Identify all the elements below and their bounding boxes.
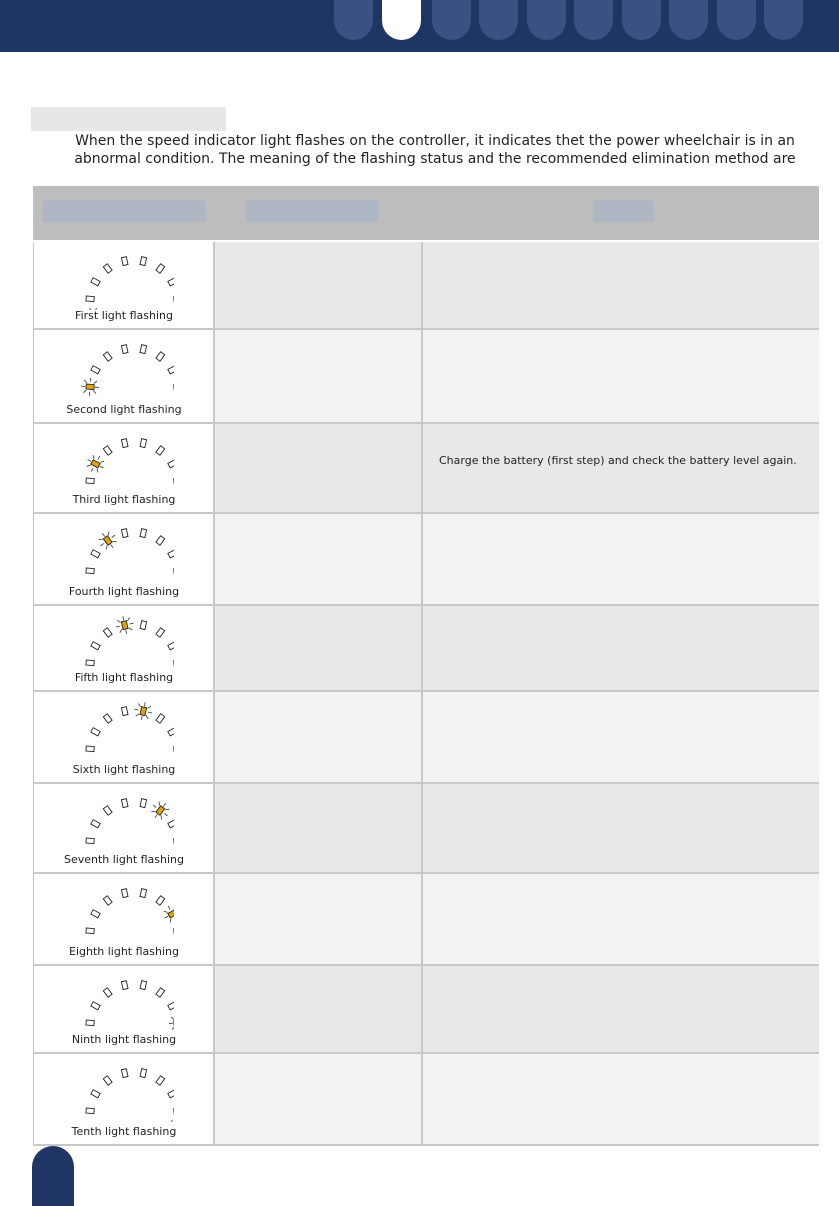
speed-indicator-gauge-icon — [74, 1060, 174, 1122]
indicator-led-icon — [86, 1020, 94, 1026]
indicator-cell — [33, 330, 215, 422]
meaning-cell — [215, 874, 423, 964]
remedy-cell — [423, 1054, 819, 1144]
indicator-led-icon — [103, 988, 112, 997]
indicator-led-icon — [140, 257, 147, 266]
indicator-led-icon — [168, 820, 174, 828]
remedy-cell — [423, 874, 819, 964]
indicator-led-icon — [140, 345, 147, 354]
indicator-led-icon — [168, 1090, 174, 1098]
section-tab-8[interactable] — [669, 0, 708, 40]
indicator-led-icon — [91, 820, 100, 828]
indicator-led-icon — [86, 660, 94, 666]
section-tab-10[interactable] — [764, 0, 803, 40]
indicator-led-icon — [103, 446, 112, 455]
indicator-led-icon — [164, 1117, 174, 1122]
section-tab-4[interactable] — [479, 0, 518, 40]
flash-status-label: Seventh light flashing — [34, 853, 214, 866]
indicator-led-icon — [168, 728, 174, 736]
indicator-led-icon — [83, 452, 107, 476]
indicator-led-icon — [121, 439, 128, 448]
indicator-cell — [33, 784, 215, 872]
section-tab-7[interactable] — [622, 0, 661, 40]
indicator-led-icon — [86, 1108, 94, 1114]
section-tab-1[interactable] — [334, 0, 373, 40]
remedy-cell — [423, 784, 819, 872]
flash-status-label: Tenth light flashing — [34, 1125, 214, 1138]
meaning-cell — [215, 784, 423, 872]
indicator-led-icon — [103, 1076, 112, 1085]
header-col-1 — [43, 200, 205, 222]
indicator-led-icon — [91, 728, 100, 736]
speed-indicator-gauge-icon — [74, 520, 174, 582]
speed-indicator-gauge-icon — [74, 790, 174, 852]
indicator-led-icon — [156, 446, 165, 455]
indicator-led-icon — [168, 1013, 174, 1032]
speed-indicator-gauge-icon — [74, 612, 174, 674]
flash-status-label: Sixth light flashing — [34, 763, 214, 776]
section-tab-5[interactable] — [527, 0, 566, 40]
flash-status-label: Third light flashing — [34, 493, 214, 506]
indicator-led-icon — [140, 981, 147, 990]
indicator-cell — [33, 1054, 215, 1144]
indicator-cell — [33, 514, 215, 604]
table-body — [33, 242, 819, 1146]
indicator-led-icon — [140, 439, 147, 448]
indicator-led-icon — [160, 902, 174, 926]
remedy-cell — [423, 330, 819, 422]
flash-status-label: Fifth light flashing — [34, 671, 214, 684]
table-row — [33, 514, 819, 606]
indicator-led-icon — [156, 988, 165, 997]
section-tab-2-active[interactable] — [382, 0, 421, 40]
indicator-led-icon — [103, 714, 112, 723]
remedy-cell — [423, 242, 819, 328]
indicator-led-icon — [121, 889, 128, 898]
meaning-cell — [215, 424, 423, 512]
indicator-led-icon — [121, 1069, 128, 1078]
remedy-cell — [423, 514, 819, 604]
indicator-led-icon — [156, 536, 165, 545]
table-row — [33, 330, 819, 424]
table-row — [33, 606, 819, 692]
speed-indicator-gauge-icon — [74, 698, 174, 760]
remedy-cell — [423, 966, 819, 1052]
section-heading-placeholder — [31, 107, 226, 131]
indicator-led-icon — [91, 550, 100, 558]
indicator-led-icon — [168, 550, 174, 558]
remedy-cell — [423, 424, 819, 512]
indicator-led-icon — [103, 352, 112, 361]
indicator-led-icon — [140, 799, 147, 808]
page-number-tab — [32, 1146, 74, 1206]
indicator-led-icon — [91, 366, 100, 374]
indicator-led-icon — [86, 568, 94, 574]
indicator-led-icon — [103, 264, 112, 273]
intro-line-1: When the speed indicator light flashes on the controller, it indicates thet the power wheelchair is in an — [40, 132, 830, 150]
indicator-led-icon — [121, 981, 128, 990]
indicator-cell — [33, 966, 215, 1052]
indicator-led-icon — [86, 746, 94, 752]
indicator-led-icon — [103, 806, 112, 815]
indicator-led-icon — [156, 896, 165, 905]
indicator-led-icon — [86, 838, 94, 844]
meaning-cell — [215, 1054, 423, 1144]
indicator-led-icon — [86, 296, 94, 302]
speed-indicator-gauge-icon — [74, 430, 174, 492]
indicator-led-icon — [95, 528, 120, 553]
indicator-led-icon — [140, 529, 147, 538]
fault-table — [33, 186, 819, 1146]
header-col-3 — [593, 200, 653, 222]
indicator-led-icon — [148, 798, 173, 823]
indicator-led-icon — [86, 478, 94, 484]
meaning-cell — [215, 330, 423, 422]
indicator-led-icon — [156, 352, 165, 361]
meaning-cell — [215, 692, 423, 782]
indicator-led-icon — [80, 377, 99, 396]
indicator-led-icon — [140, 1069, 147, 1078]
indicator-led-icon — [121, 707, 128, 716]
speed-indicator-gauge-icon — [74, 972, 174, 1034]
indicator-led-icon — [168, 366, 174, 374]
indicator-led-icon — [168, 460, 174, 468]
section-tab-6[interactable] — [574, 0, 613, 40]
indicator-led-icon — [168, 642, 174, 650]
intro-text — [40, 132, 830, 168]
indicator-led-icon — [156, 264, 165, 273]
flash-status-label: First light flashing — [34, 309, 214, 322]
intro-line-2: abnormal condition. The meaning of the flashing status and the recommended elimination method are — [40, 150, 830, 168]
indicator-led-icon — [103, 896, 112, 905]
indicator-led-icon — [114, 614, 135, 635]
indicator-led-icon — [168, 1002, 174, 1010]
section-tab-3[interactable] — [432, 0, 471, 40]
indicator-led-icon — [121, 529, 128, 538]
speed-indicator-gauge-icon — [74, 336, 174, 398]
speed-indicator-gauge-icon — [74, 248, 174, 310]
table-header — [33, 186, 819, 242]
flash-status-label: Second light flashing — [34, 403, 214, 416]
indicator-led-icon — [91, 1090, 100, 1098]
indicator-led-icon — [156, 628, 165, 637]
indicator-cell — [33, 692, 215, 782]
table-row — [33, 784, 819, 874]
indicator-led-icon — [121, 345, 128, 354]
flash-status-label: Fourth light flashing — [34, 585, 214, 598]
indicator-led-icon — [121, 799, 128, 808]
indicator-led-icon — [91, 1002, 100, 1010]
header-col-2 — [245, 200, 379, 222]
table-row — [33, 966, 819, 1054]
indicator-led-icon — [168, 278, 174, 286]
remedy-text: Charge the battery (first step) and check the battery level again. — [439, 454, 797, 467]
indicator-led-icon — [156, 714, 165, 723]
indicator-led-icon — [156, 1076, 165, 1085]
indicator-led-icon — [91, 278, 100, 286]
indicator-led-icon — [140, 621, 147, 630]
remedy-cell — [423, 606, 819, 690]
indicator-led-icon — [121, 257, 128, 266]
header-bar — [0, 0, 839, 52]
meaning-cell — [215, 966, 423, 1052]
table-row — [33, 424, 819, 514]
indicator-led-icon — [91, 642, 100, 650]
indicator-led-icon — [140, 889, 147, 898]
indicator-led-icon — [86, 928, 94, 934]
flash-status-label: Eighth light flashing — [34, 945, 214, 958]
section-tab-9[interactable] — [717, 0, 756, 40]
table-row — [33, 874, 819, 966]
flash-status-label: Ninth light flashing — [34, 1033, 214, 1046]
indicator-led-icon — [103, 628, 112, 637]
table-row — [33, 242, 819, 330]
indicator-cell — [33, 606, 215, 690]
indicator-led-icon — [133, 700, 154, 721]
indicator-cell — [33, 424, 215, 512]
indicator-cell — [33, 874, 215, 964]
table-row — [33, 1054, 819, 1146]
meaning-cell — [215, 606, 423, 690]
meaning-cell — [215, 514, 423, 604]
meaning-cell — [215, 242, 423, 328]
speed-indicator-gauge-icon — [74, 880, 174, 942]
indicator-cell — [33, 242, 215, 328]
indicator-led-icon — [91, 910, 100, 918]
remedy-cell — [423, 692, 819, 782]
table-row — [33, 692, 819, 784]
